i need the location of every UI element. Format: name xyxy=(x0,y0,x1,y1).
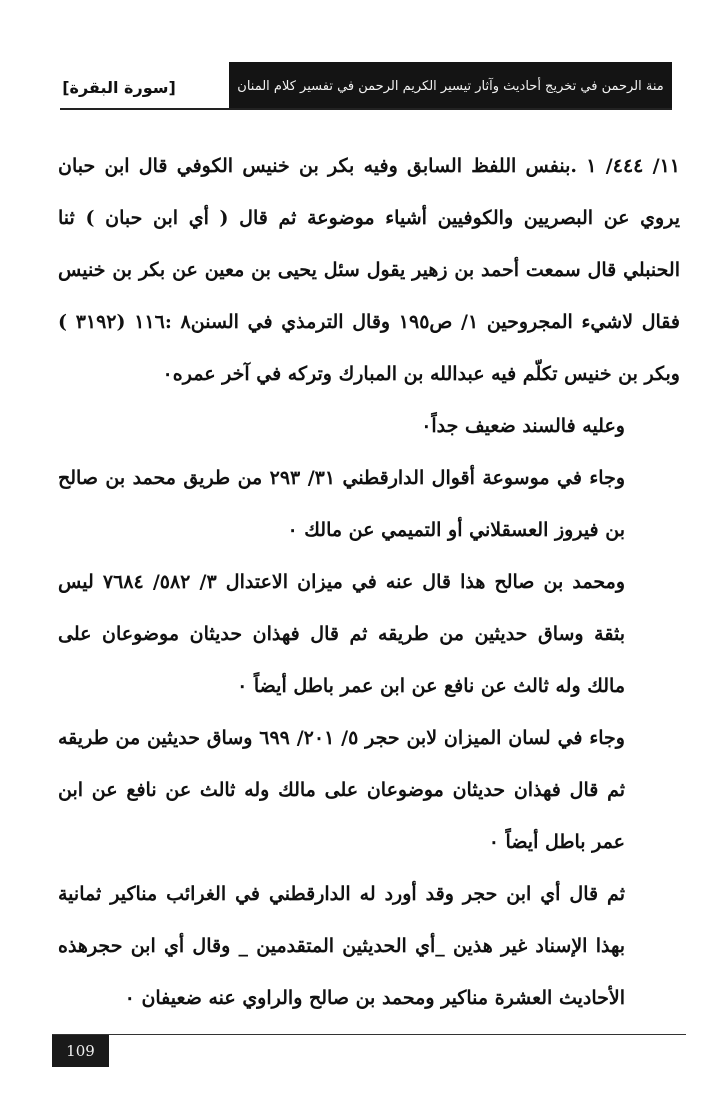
page-body xyxy=(58,140,680,1024)
book-title: منة الرحمن في تخريج أحاديث وآثار تيسير الكريم الرحمن في تفسير كلام المنان xyxy=(237,78,664,94)
paragraph: وجاء في لسان الميزان لابن حجر ٥/ ٢٠١/ ٦٩٩ وساق حديثين من طريقه ثم قال فهذان حديثان موضوعان على مالك وله ثالث عن نافع عن ابن عمر باطل أيضاً ٠ xyxy=(58,727,625,853)
header-divider xyxy=(60,108,672,110)
paragraph: ومحمد بن صالح هذا قال عنه في ميزان الاعتدال ٣/ ٥٨٢/ ٧٦٨٤ ليس بثقة وساق حديثين من طريقه ثم قال فهذان حديثان موضوعان على مالك وله ثالث عن نافع عن ابن عمر باطل أيضاً ٠ xyxy=(58,571,625,697)
paragraph: ١١/ ٤٤٤/ ١ .بنفس اللفظ السابق وفيه بكر بن خنيس الكوفي قال ابن حبان يروي عن البصريين والكوفيين أشياء موضوعة ثم قال ( أي ابن حبان ) ثنا الحنبلي قال سمعت أحمد بن زهير يقول سئل يحيى بن معين عن بكر بن خنيس فقال لاشيء المجروحين ١/ ص١٩٥ وقال الترمذي في السنن٨ :١١٦ (٣١٩٢ ) وبكر بن خنيس تكلّم فيه عبدالله بن المبارك وتركه في آخر عمره٠ xyxy=(58,155,680,385)
footer-divider xyxy=(52,1034,686,1035)
paragraph: وجاء في موسوعة أقوال الدارقطني ٣١/ ٢٩٣ من طريق محمد بن صالح بن فيروز العسقلاني أو التميمي عن مالك ٠ xyxy=(58,467,625,541)
page-number: 109 xyxy=(52,1035,109,1067)
paragraph: وعليه فالسند ضعيف جداً٠ xyxy=(421,415,625,437)
paragraph: ثم قال أي ابن حجر وقد أورد له الدارقطني في الغرائب مناكير ثمانية بهذا الإسناد غير هذين _أي الحديثين المتقدمين _ وقال أي ابن حجرهذه الأحاديث العشرة مناكير ومحمد بن صالح والراوي عنه ضعيفان ٠ xyxy=(58,883,625,1009)
header-banner xyxy=(229,62,672,110)
surah-label: [سورة البقرة] xyxy=(62,77,176,97)
